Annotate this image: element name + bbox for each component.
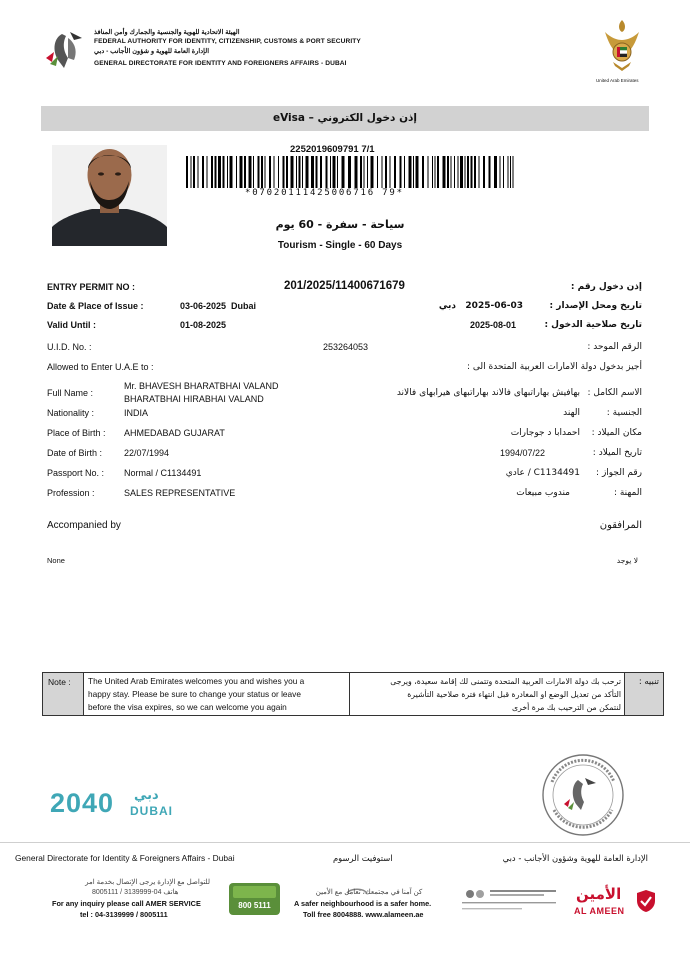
barcode-bar <box>510 156 511 188</box>
accompanied-label-en: Accompanied by <box>47 520 121 531</box>
note-box <box>42 672 664 716</box>
barcode-bar <box>202 156 204 188</box>
barcode-bar <box>422 156 424 188</box>
barcode-bar <box>364 156 365 188</box>
pob-value-ar: احمدابا د جوجارات <box>510 428 580 438</box>
dubai-2040-logo <box>50 788 180 824</box>
authority-name-ar: الهيئة الاتحادية للهوية والجنسية والجمارك وأمن المنافذ <box>94 29 240 36</box>
barcode-bar <box>326 156 328 188</box>
directorate-name-ar: الإدارة العامة للهوية و شؤون الأجانب - دبي <box>94 48 210 55</box>
barcode-bar <box>474 156 476 188</box>
barcode-bar <box>227 156 228 188</box>
note-text-en <box>88 675 348 714</box>
barcode <box>186 156 516 188</box>
official-stamp <box>540 752 626 838</box>
issue-value-ar: 2025-06-03 دبي <box>438 301 523 311</box>
barcode-bar <box>283 156 285 188</box>
note-text-ar-line-3: لنتمكن من الترحيب بك مرة أخرى <box>511 703 621 712</box>
barcode-bar <box>409 156 412 188</box>
dob-value-ar: 1994/07/22 <box>500 448 546 458</box>
barcode-bar <box>348 156 351 188</box>
barcode-bar <box>435 156 436 188</box>
barcode-bar <box>311 156 314 188</box>
barcode-bar <box>508 156 509 188</box>
barcode-bar <box>186 156 188 188</box>
profession-value-en: SALES REPRESENTATIVE <box>124 488 236 498</box>
nationality-value-ar: الهند <box>563 408 580 418</box>
allowed-label-en: Allowed to Enter U.A.E to : <box>47 362 154 372</box>
footer-directorate-ar: الإدارة العامة للهوية وشؤون الأجانب - دبي <box>502 853 648 863</box>
title-ar: إذن دخول الكتروني <box>317 112 418 124</box>
inquiry-ar-2: هاتف 04-3139999 / 8005111 <box>92 889 179 896</box>
barcode-bar <box>400 156 402 188</box>
barcode-bar <box>432 156 433 188</box>
footer-divider <box>0 842 690 843</box>
barcode-bar <box>211 156 213 188</box>
barcode-top-number: 2252019609791 7/1 <box>290 144 375 155</box>
barcode-bar <box>454 156 455 188</box>
barcode-bar <box>223 156 225 188</box>
alameen-en-2: Toll free 8004888. www.alameen.ae <box>303 910 424 919</box>
barcode-bar <box>193 156 195 188</box>
issue-label-ar: تاريخ ومحل الإصدار : <box>549 301 642 311</box>
accompanied-none-en: None <box>47 556 65 565</box>
barcode-bar <box>286 156 288 188</box>
barcode-bar <box>261 156 263 188</box>
full-name-value-en-1: Mr. BHAVESH BHARATBHAI VALAND <box>124 381 279 391</box>
full-name-label-ar: الاسم الكامل : <box>587 388 642 398</box>
full-name-label-en: Full Name : <box>47 388 94 398</box>
note-label-en: Note : <box>48 677 71 687</box>
accompanied-none-ar: لا يوجد <box>616 556 638 565</box>
barcode-bar <box>342 156 345 188</box>
barcode-bar <box>265 156 266 188</box>
nationality-label-ar: الجنسية : <box>606 408 642 418</box>
barcode-bar <box>320 156 322 188</box>
barcode-bar <box>458 156 459 188</box>
nationality-label-en: Nationality : <box>47 408 95 418</box>
barcode-bar <box>371 156 374 188</box>
barcode-bar <box>236 156 237 188</box>
barcode-bar <box>447 156 449 188</box>
profession-label-ar: المهنة : <box>613 488 642 498</box>
barcode-bar <box>385 156 387 188</box>
barcode-bar <box>513 156 514 188</box>
inquiry-ar-1: للتواصل مع الإدارة يرجى الإتصال بخدمة امر <box>85 879 210 886</box>
barcode-bar <box>428 156 429 188</box>
note-text-ar-line-1: ترحب بك دولة الامارات العربية المتحدة وتتمنى لك إقامة سعيدة، ويرجى <box>390 677 621 686</box>
authority-name-en: FEDERAL AUTHORITY FOR IDENTITY, CITIZENSHIP, CUSTOMS & PORT SECURITY <box>94 38 361 45</box>
profession-value-ar: مندوب مبيعات <box>516 488 570 498</box>
nationality-value-en: INDIA <box>124 408 149 418</box>
service-badge-number: 800 5111 <box>238 901 271 910</box>
barcode-bar <box>451 156 452 188</box>
pob-label-en: Place of Birth : <box>47 428 106 438</box>
barcode-bar <box>244 156 246 188</box>
barcode-bar <box>489 156 491 188</box>
alameen-logo <box>574 885 658 921</box>
permit-label-ar: إذن دخول رقم : <box>570 282 642 292</box>
barcode-bar <box>333 156 336 188</box>
dob-label-en: Date of Birth : <box>47 448 103 458</box>
barcode-bar <box>306 156 309 188</box>
title-en: eVisa – <box>272 112 314 124</box>
barcode-bar <box>218 156 221 188</box>
alameen-logo-ar: الأمين <box>576 885 622 903</box>
barcode-bar <box>330 156 331 188</box>
alameen-en-1: A safer neighbourhood is a safer home. <box>294 899 432 908</box>
alameen-ar: كن آمنا في مجتمعك، تعامل مع الأمين <box>315 889 423 896</box>
footer-fees-ar: استوفيت الرسوم <box>333 853 393 863</box>
profession-label-en: Profession : <box>47 488 95 498</box>
uid-label-ar: الرقم الموحد : <box>587 342 642 352</box>
full-name-value-ar: بهافيش بهاراتبهاى فالاند بهاراتبهاى هيرابهاى فالاند <box>396 388 580 398</box>
barcode-bar <box>355 156 358 188</box>
barcode-bar <box>207 156 208 188</box>
full-name-value-en-2: BHARATBHAI HIRABHAI VALAND <box>124 394 264 404</box>
barcode-bar <box>198 156 199 188</box>
dubai-2040-number: 2040 <box>50 788 115 818</box>
inquiry-en-2: tel : 04-3139999 / 8005111 <box>80 910 168 919</box>
barcode-bar <box>471 156 473 188</box>
barcode-bar <box>299 156 301 188</box>
note-text-ar-line-2: التأكد من تعديل الوضع او المغادرة قبل انتهاء فترة صلاحية التأشيرة <box>407 690 621 699</box>
barcode-bar <box>367 156 368 188</box>
footer-directorate-en: General Directorate for Identity & Foreigners Affairs - Dubai <box>15 853 235 863</box>
barcode-bar <box>416 156 419 188</box>
passport-label-en: Passport No. : <box>47 468 105 478</box>
alameen-shield-icon <box>636 889 656 913</box>
passport-value-ar: C1134491 / عادي <box>505 468 580 478</box>
barcode-bar <box>258 156 260 188</box>
dob-label-ar: تاريخ الميلاد : <box>592 448 642 458</box>
passport-value-en: Normal / C1134491 <box>124 468 202 478</box>
uae-emblem <box>601 18 643 78</box>
barcode-bar <box>394 156 396 188</box>
barcode-bar <box>390 156 391 188</box>
service-badge <box>229 883 280 915</box>
note-text-ar <box>353 675 621 714</box>
title-bar <box>41 106 649 131</box>
barcode-bar <box>465 156 466 188</box>
barcode-bar <box>443 156 446 188</box>
allowed-label-ar: أجيز بدخول دولة الامارات العربية المتحدة الى : <box>467 362 642 372</box>
barcode-bar <box>240 156 243 188</box>
directorate-name-en: GENERAL DIRECTORATE FOR IDENTITY AND FOREIGNERS AFFAIRS - DUBAI <box>94 60 347 67</box>
valid-label-en: Valid Until : <box>47 320 97 330</box>
barcode-bar <box>337 156 338 188</box>
emblem-caption: United Arab Emirates <box>596 78 639 83</box>
dubai-2040-ar: دبي <box>134 788 159 803</box>
barcode-bottom-number: *07020111425006716 79* <box>245 188 404 198</box>
visa-type-ar: سياحة - سفرة - 60 يوم <box>275 218 405 231</box>
note-text-en-line-2: happy stay. Please be sure to change your status or leave <box>88 689 301 699</box>
barcode-bar <box>479 156 480 188</box>
visa-type-en: Tourism - Single - 60 Days <box>277 240 403 251</box>
valid-label-ar: تاريخ صلاحية الدخول : <box>544 320 642 330</box>
barcode-bar <box>316 156 318 188</box>
barcode-bar <box>291 156 294 188</box>
barcode-bar <box>230 156 233 188</box>
barcode-bar <box>503 156 504 188</box>
barcode-bar <box>483 156 485 188</box>
dob-value-en: 22/07/1994 <box>124 448 170 458</box>
barcode-bar <box>413 156 414 188</box>
barcode-bar <box>460 156 463 188</box>
barcode-bar <box>494 156 497 188</box>
barcode-bar <box>500 156 501 188</box>
authority-logo <box>44 28 90 72</box>
barcode-bar <box>467 156 469 188</box>
note-text-en-line-1: The United Arab Emirates welcomes you and wishes you a <box>88 676 305 686</box>
community-logo <box>460 886 560 916</box>
barcode-bar <box>302 156 303 188</box>
uid-label-en: U.I.D. No. : <box>47 342 92 352</box>
barcode-bar <box>249 156 252 188</box>
pob-label-ar: مكان الميلاد : <box>591 428 642 438</box>
barcode-bar <box>274 156 275 188</box>
barcode-bar <box>191 156 192 188</box>
passport-label-ar: رقم الجواز : <box>596 468 642 478</box>
barcode-bar <box>437 156 439 188</box>
note-label-ar: تنبيه : <box>638 677 659 687</box>
barcode-bar <box>269 156 271 188</box>
valid-value-ar: 2025-08-01 <box>470 320 517 330</box>
barcode-bar <box>215 156 217 188</box>
barcode-bar <box>360 156 362 188</box>
valid-value-en: 01-08-2025 <box>180 320 227 330</box>
alameen-small-icon <box>346 880 368 888</box>
issue-label-en: Date & Place of Issue : <box>47 301 144 311</box>
permit-label-en: ENTRY PERMIT NO : <box>47 282 136 292</box>
note-text-en-line-3: before the visa expires, so we can welcome you again <box>88 702 287 712</box>
barcode-bar <box>296 156 297 188</box>
dubai-2040-en: DUBAI <box>130 804 173 818</box>
barcode-bar <box>278 156 279 188</box>
uid-value: 253264053 <box>323 342 369 352</box>
barcode-bar <box>253 156 254 188</box>
holder-photo <box>52 145 167 246</box>
alameen-logo-en: AL AMEEN <box>574 906 625 916</box>
barcode-bar <box>382 156 383 188</box>
pob-value-en: AHMEDABAD GUJARAT <box>124 428 225 438</box>
issue-value-en: 03-06-2025 Dubai <box>180 301 257 311</box>
barcode-bar <box>404 156 405 188</box>
barcode-bar <box>377 156 378 188</box>
inquiry-en-1: For any inquiry please call AMER SERVICE <box>52 899 201 908</box>
accompanied-label-ar: المرافقون <box>599 520 642 531</box>
permit-number: 201/2025/11400671679 <box>284 280 405 292</box>
